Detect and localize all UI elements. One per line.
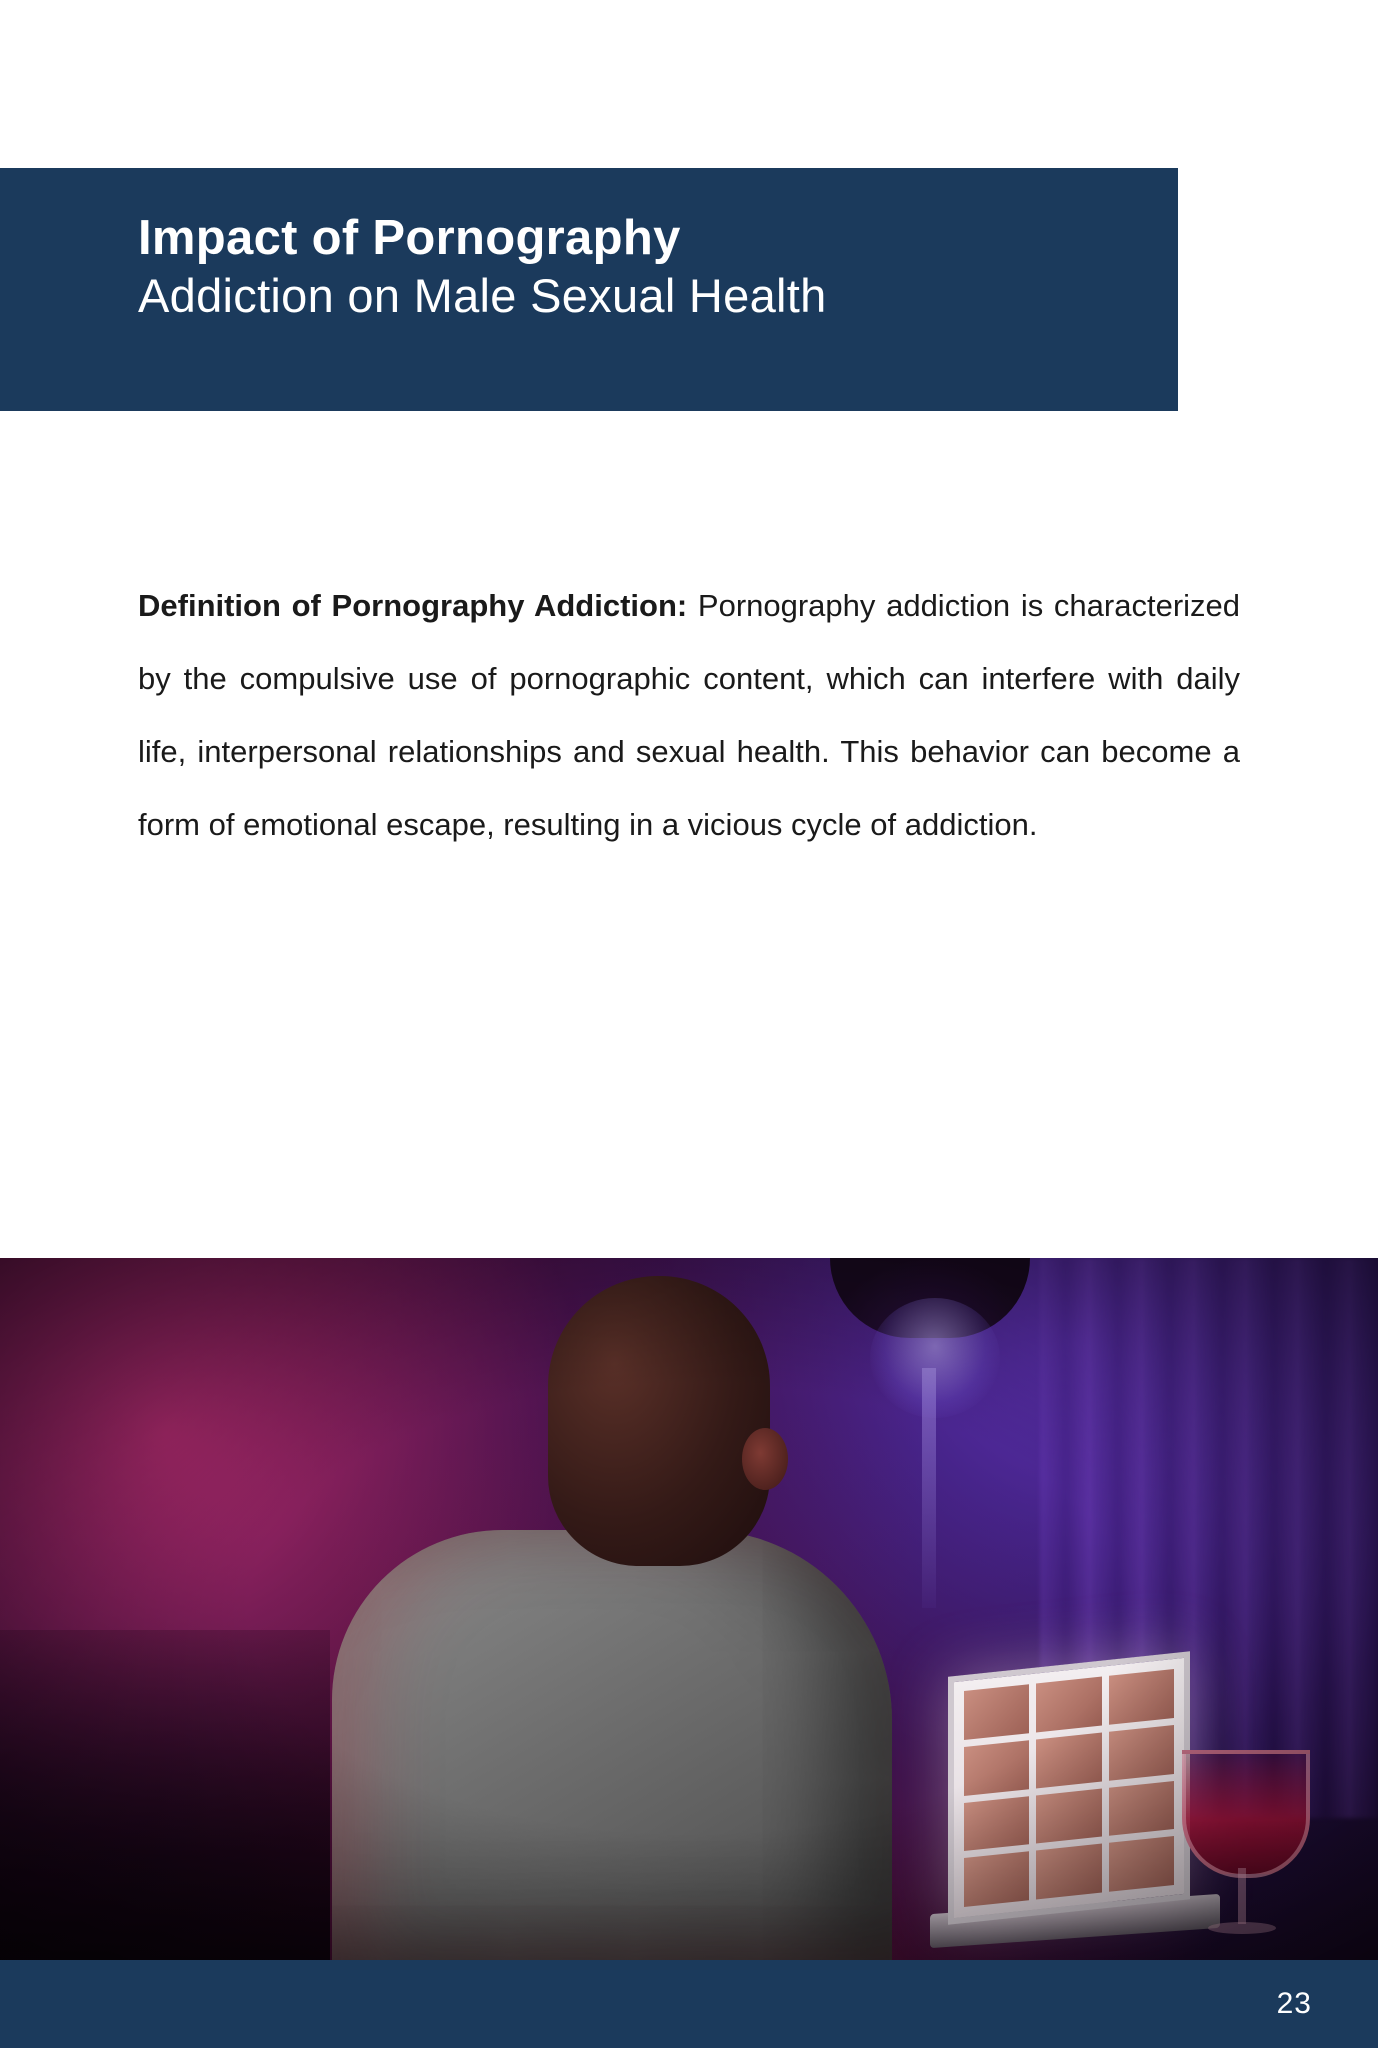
definition-paragraph — [138, 570, 1240, 861]
definition-paragraph-text: Pornography addiction is characterized by the compulsive use of pornographic content, which can interfere with daily life, interpersonal relationships and sexual health. This behavior can become a form of emotional escape, resulting in a vicious cycle of addiction. — [138, 588, 1241, 842]
page-number: 23 — [1276, 1987, 1312, 2020]
body-text-block — [138, 570, 1240, 861]
definition-lead-label: Definition of Pornography Addiction: — [138, 588, 688, 623]
page-header-band — [0, 168, 1178, 411]
photo-vignette — [0, 1258, 1378, 1960]
page-title-main: Impact of Pornography — [138, 211, 681, 265]
page-footer-band — [0, 1960, 1378, 2048]
illustration-photo — [0, 1258, 1378, 1960]
page-title-sub: Addiction on Male Sexual Health — [138, 268, 827, 322]
